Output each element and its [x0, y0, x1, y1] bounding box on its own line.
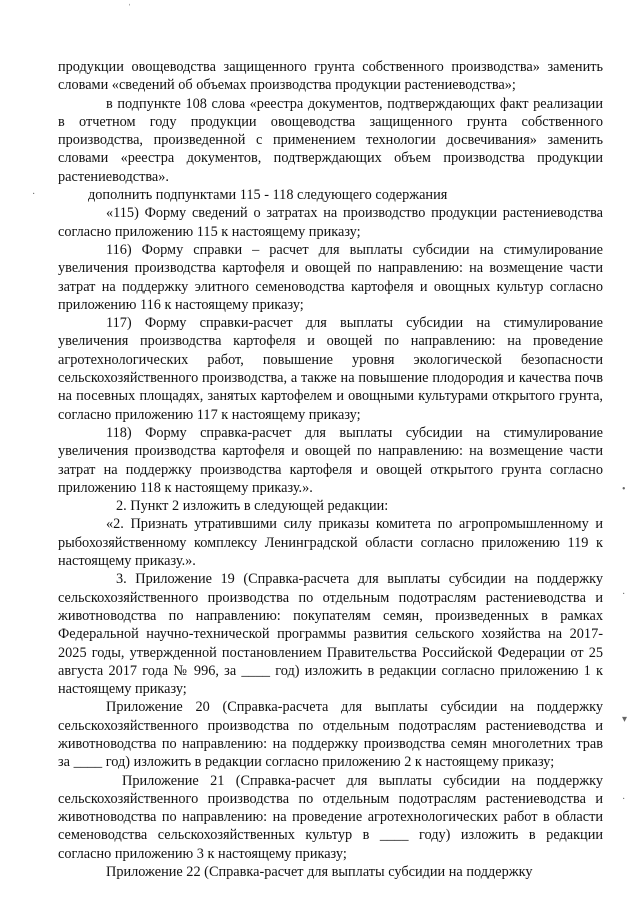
paragraph: 3. Приложение 19 (Справка-расчета для выплаты субсидии на поддержку сельскохозяйственного производства по отдельным подотраслям растениеводства и животноводства по направлению: покупателям семян, произведенных в рамках Федеральной научно-технической программы развития сельского хозяйства на 2017-2025 годы, утвержденной постановлением Правительства Российской Федерации от 25 августа 2017 года № 996, за ____ год) изложить в редакции согласно приложению 1 к настоящему приказу;	[58, 571, 603, 698]
paragraph: 117) Форму справки-расчет для выплаты субсидии на стимулирование увеличения производства картофеля и овощей по направлению: на проведение агротехнологических работ, повышение уровня экологической безопасности сельскохозяйственного производства, а также на повышение плодородия и качества почв на посевных площадях, занятых картофелем и овощными культурами открытого грунта, согласно приложению 117 к настоящему приказу;	[58, 315, 603, 423]
paragraph: продукции овощеводства защищенного грунта собственного производства» заменить словами «сведений об объемах производства продукции растениеводства»;	[58, 59, 603, 94]
paragraph: 116) Форму справки – расчет для выплаты субсидии на стимулирование увеличения производства картофеля и овощей по направлению: на возмещение части затрат на поддержку элитного семеноводства картофеля и овощных культур согласно приложению 116 к настоящему приказу;	[58, 241, 603, 313]
scan-speck: ·	[622, 794, 626, 805]
scan-speck: ˈ	[128, 3, 132, 14]
paragraph: дополнить подпунктами 115 - 118 следующего содержания	[88, 187, 448, 204]
paragraph: 118) Форму справка-расчет для выплаты субсидии на стимулирование увеличения производства картофеля и овощей по направлению: на возмещение части затрат на поддержку производства картофеля и овощей открытого грунта согласно приложению 118 к настоящему приказу.».	[58, 424, 603, 496]
paragraph: 2. Пункт 2 изложить в следующей редакции:	[116, 498, 389, 515]
scan-speck: ▾	[622, 714, 628, 725]
paragraph: Приложение 22 (Справка-расчет для выплаты субсидии на поддержку	[106, 864, 533, 881]
paragraph: в подпункте 108 слова «реестра документов, подтверждающих факт реализации в отчетном году продукции овощеводства защищенного грунта собственного производства, произведенной с применением технологии досвечивания» заменить словами «реестра документов, подтверждающих объем производства продукции растениеводства».	[58, 95, 603, 185]
document-body	[58, 58, 603, 881]
scan-speck: ·	[32, 189, 36, 200]
paragraph: «2. Признать утратившими силу приказы комитета по агропромышленному и рыбохозяйственному комплексу Ленинградской области согласно приложению 119 к настоящему приказу.».	[58, 516, 603, 570]
paragraph: «115) Форму сведений о затратах на производство продукции растениеводства согласно приложению 115 к настоящему приказу;	[58, 205, 603, 240]
paragraph: Приложение 20 (Справка-расчета для выплаты субсидии на поддержку сельскохозяйственного производства по отдельным подотраслям растениеводства и животноводства по направлению: на поддержку производства семян многолетних трав за ____ год) изложить в редакции согласно приложению 2 к настоящему приказу;	[58, 699, 603, 771]
paragraph: Приложение 21 (Справка-расчет для выплаты субсидии на поддержку сельскохозяйственного производства по отдельным подотраслям растениеводства и животноводства по направлению: на проведение агротехнологических работ в области семеноводства сельскохозяйственных культур в ____ году) изложить в редакции согласно приложению 3 к настоящему приказу;	[58, 772, 603, 862]
scan-speck: ·	[622, 589, 626, 600]
scan-speck: •	[622, 484, 626, 495]
